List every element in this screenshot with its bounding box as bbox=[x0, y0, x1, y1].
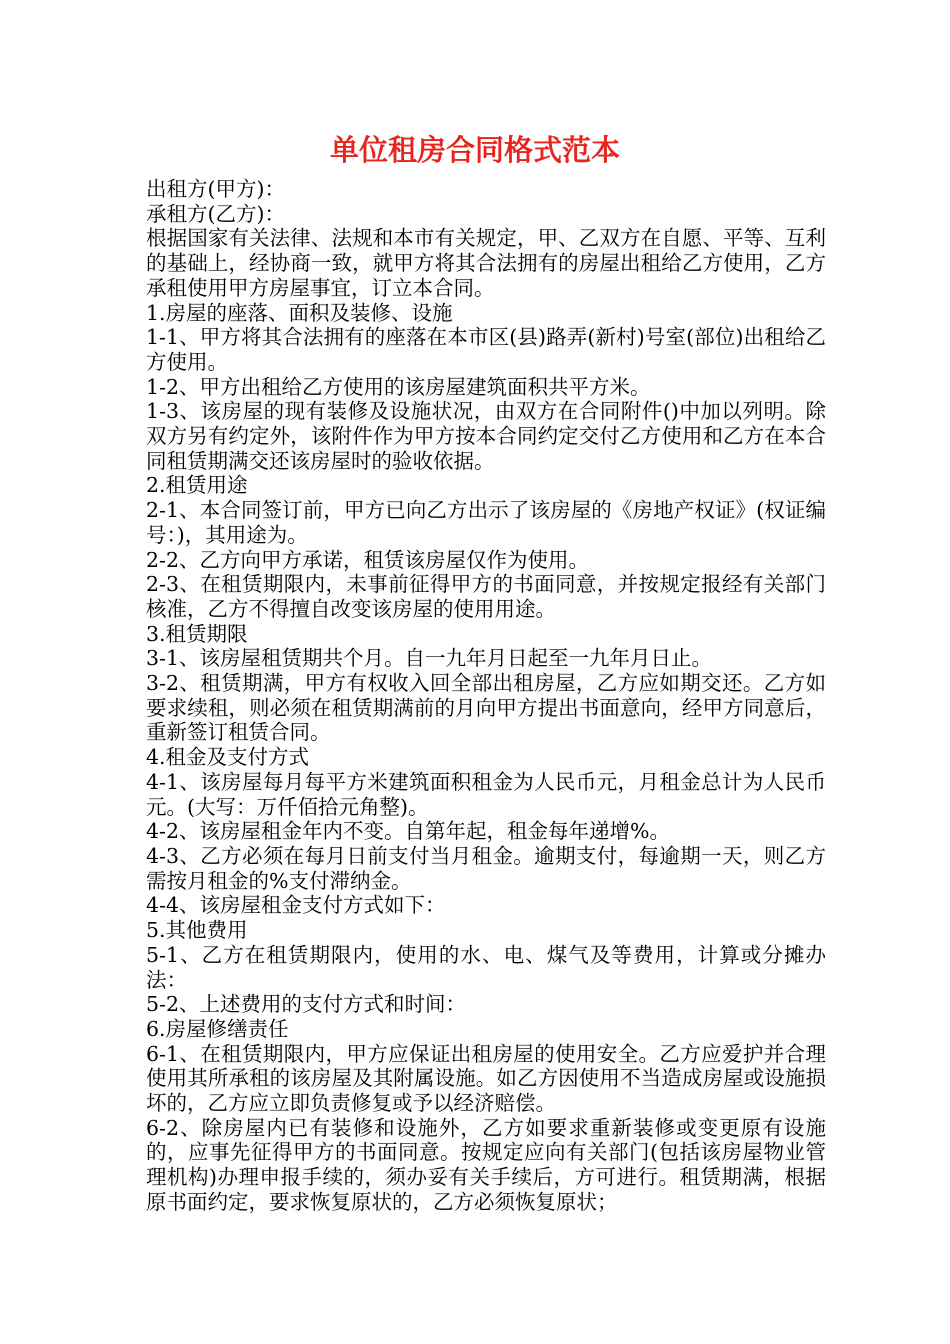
paragraph: 1-2、甲方出租给乙方使用的该房屋建筑面积共平方米。 bbox=[146, 374, 651, 399]
paragraph: 3-1、该房屋租赁期共个月。自一九年月日起至一九年月日止。 bbox=[146, 646, 713, 671]
paragraph: 1-1、甲方将其合法拥有的座落在本市区(县)路弄(新村)号室(部位)出租给乙方使用。 bbox=[146, 325, 826, 374]
paragraph: 6.房屋修缮责任 bbox=[146, 1016, 289, 1041]
paragraph: 5-1、乙方在租赁期限内，使用的水、电、煤气及等费用，计算或分摊办法： bbox=[146, 942, 826, 992]
paragraph: 4-4、该房屋租金支付方式如下： bbox=[146, 893, 446, 918]
paragraph: 6-2、除房屋内已有装修和设施外，乙方如要求重新装修或变更原有设施的，应事先征得甲方的书面同意。按规定应向有关部门(包括该房屋物业管理机构)办理申报手续的，须办妥有关手续后，方可进行。租赁期满，根据原书面约定，要求恢复原状的，乙方必须恢复原状； bbox=[146, 1115, 826, 1214]
paragraph: 4.租金及支付方式 bbox=[146, 745, 310, 770]
paragraph: 根据国家有关法律、法规和本市有关规定，甲、乙双方在自愿、平等、互利的基础上，经协商一致，就甲方将其合法拥有的房屋出租给乙方使用，乙方承租使用甲方房屋事宜，订立本合同。 bbox=[146, 226, 826, 300]
paragraph: 3-2、租赁期满，甲方有权收入回全部出租房屋，乙方应如期交还。乙方如要求续租，则必须在租赁期满前的月向甲方提出书面意向，经甲方同意后，重新签订租赁合同。 bbox=[146, 671, 826, 745]
paragraph: 1-3、该房屋的现有装修及设施状况，由双方在合同附件()中加以列明。除双方另有约定外，该附件作为甲方按本合同约定交付乙方使用和乙方在本合同租赁期满交还该房屋时的验收依据。 bbox=[146, 399, 826, 473]
paragraph: 5.其他费用 bbox=[146, 918, 248, 943]
paragraph: 承租方(乙方)： bbox=[146, 201, 285, 226]
paragraph: 6-1、在租赁期限内，甲方应保证出租房屋的使用安全。乙方应爱护并合理使用其所承租的该房屋及其附属设施。如乙方因使用不当造成房屋或设施损坏的，乙方应立即负责修复或予以经济赔偿。 bbox=[146, 1041, 826, 1116]
paragraph: 1.房屋的座落、面积及装修、设施 bbox=[146, 300, 453, 325]
paragraph: 2.租赁用途 bbox=[146, 473, 248, 498]
paragraph: 2-3、在租赁期限内，未事前征得甲方的书面同意，并按规定报经有关部门核准，乙方不得擅自改变该房屋的使用用途。 bbox=[146, 572, 826, 621]
paragraph: 4-1、该房屋每月每平方米建筑面积租金为人民币元，月租金总计为人民币元。(大写：万仟佰拾元角整)。 bbox=[146, 769, 826, 819]
document-body bbox=[146, 177, 826, 1215]
paragraph: 4-2、该房屋租金年内不变。自第年起，租金每年递增%。 bbox=[146, 819, 670, 844]
document-title: 单位租房合同格式范本 bbox=[329, 133, 620, 167]
paragraph: 4-3、乙方必须在每月日前支付当月租金。逾期支付，每逾期一天，则乙方需按月租金的%支付滞纳金。 bbox=[146, 843, 826, 893]
paragraph: 2-2、乙方向甲方承诺，租赁该房屋仅作为使用。 bbox=[146, 547, 590, 572]
paragraph: 2-1、本合同签订前，甲方已向乙方出示了该房屋的《房地产权证》(权证编号：)，其用途为。 bbox=[146, 498, 826, 547]
paragraph: 3.租赁期限 bbox=[146, 621, 248, 646]
paragraph: 5-2、上述费用的支付方式和时间： bbox=[146, 992, 467, 1017]
paragraph: 出租方(甲方)： bbox=[146, 177, 285, 201]
